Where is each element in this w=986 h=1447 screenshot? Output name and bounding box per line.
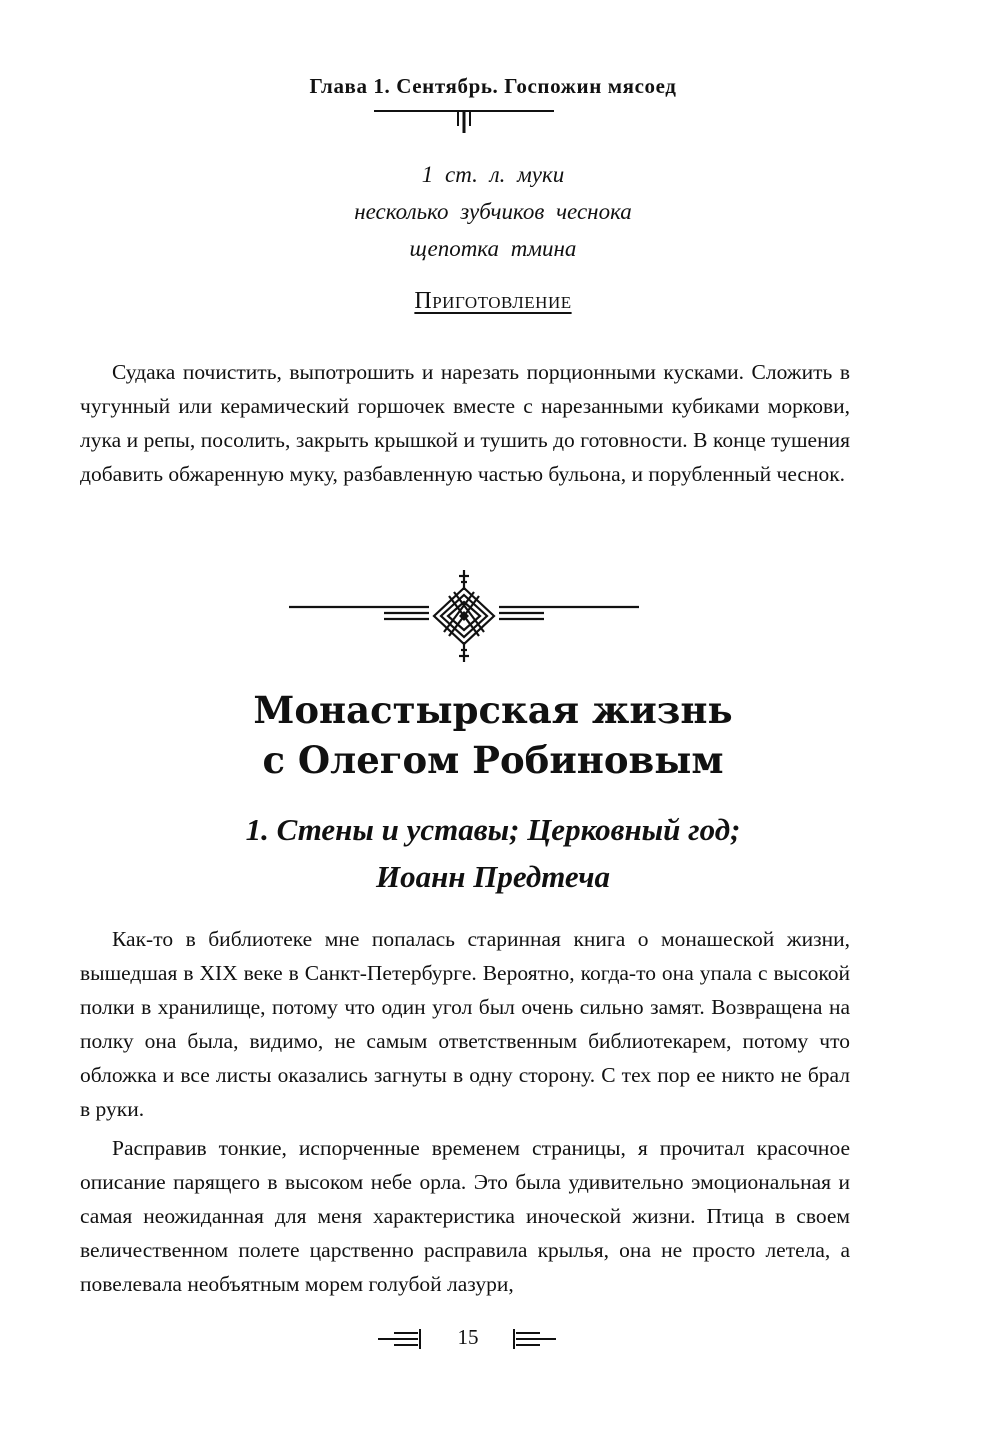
footer-left-ornament: [378, 1328, 426, 1350]
section-divider-ornament: [289, 570, 639, 662]
ingredient-item: несколько зубчиков чеснока: [354, 199, 632, 224]
running-header: Глава 1. Сентябрь. Госпожин мясоед: [309, 74, 677, 98]
section-title: [0, 806, 986, 900]
page-footer: [0, 1322, 986, 1358]
chapter-title-line: Монастырская жизнь: [253, 688, 733, 732]
footer-right-ornament: [508, 1328, 556, 1350]
ingredient-item: 1 ст. л. муки: [421, 162, 565, 187]
page-number: 15: [457, 1325, 479, 1349]
chapter-title-line: с Олегом Робиновым: [262, 738, 724, 782]
section-title-line: 1. Стены и уставы; Церковный год;: [245, 812, 741, 847]
section-title-line: Иоанн Предтеча: [375, 859, 611, 894]
body-paragraph: Как-то в библиотеке мне попалась старинная книга о монашеской жизни, вышедшая в XIX веке в Санкт-Петербурге. Вероятно, когда-то она упала с высокой полки в хранилище, потому что один угол был очень сильно замят. Возвращена на полку она была, видимо, не самым ответственным библиотекарем, потому что обложка и все листы оказались загнуты в одну сторону. С тех пор ее никто не брал в руки.: [80, 927, 850, 1121]
chapter-title: [0, 685, 986, 785]
header-rule-ornament: [374, 106, 554, 136]
preparation-heading-text: Приготовление: [414, 288, 572, 314]
preparation-heading: [0, 288, 986, 315]
ingredient-item: щепотка тмина: [409, 236, 577, 261]
recipe-paragraph: Судака почистить, выпотрошить и нарезать порционными кусками. Сложить в чугунный или керамический горшочек вместе с нарезанными кубиками моркови, лука и репы, посолить, закрыть крышкой и тушить до готовности. В конце тушения добавить обжаренную муку, разбавленную частью бульона, и порубленный чеснок.: [80, 360, 850, 486]
body-paragraph: Расправив тонкие, испорченные временем страницы, я прочитал красочное описание парящего в высоком небе орла. Это была удивительно эмоциональная и самая неожиданная для меня характеристика иноческой жизни. Птица в своем величественном полете царственно расправила крылья, она не просто летела, а повелевала необъятным морем голубой лазури,: [80, 1136, 850, 1296]
ingredient-list: [0, 156, 986, 267]
